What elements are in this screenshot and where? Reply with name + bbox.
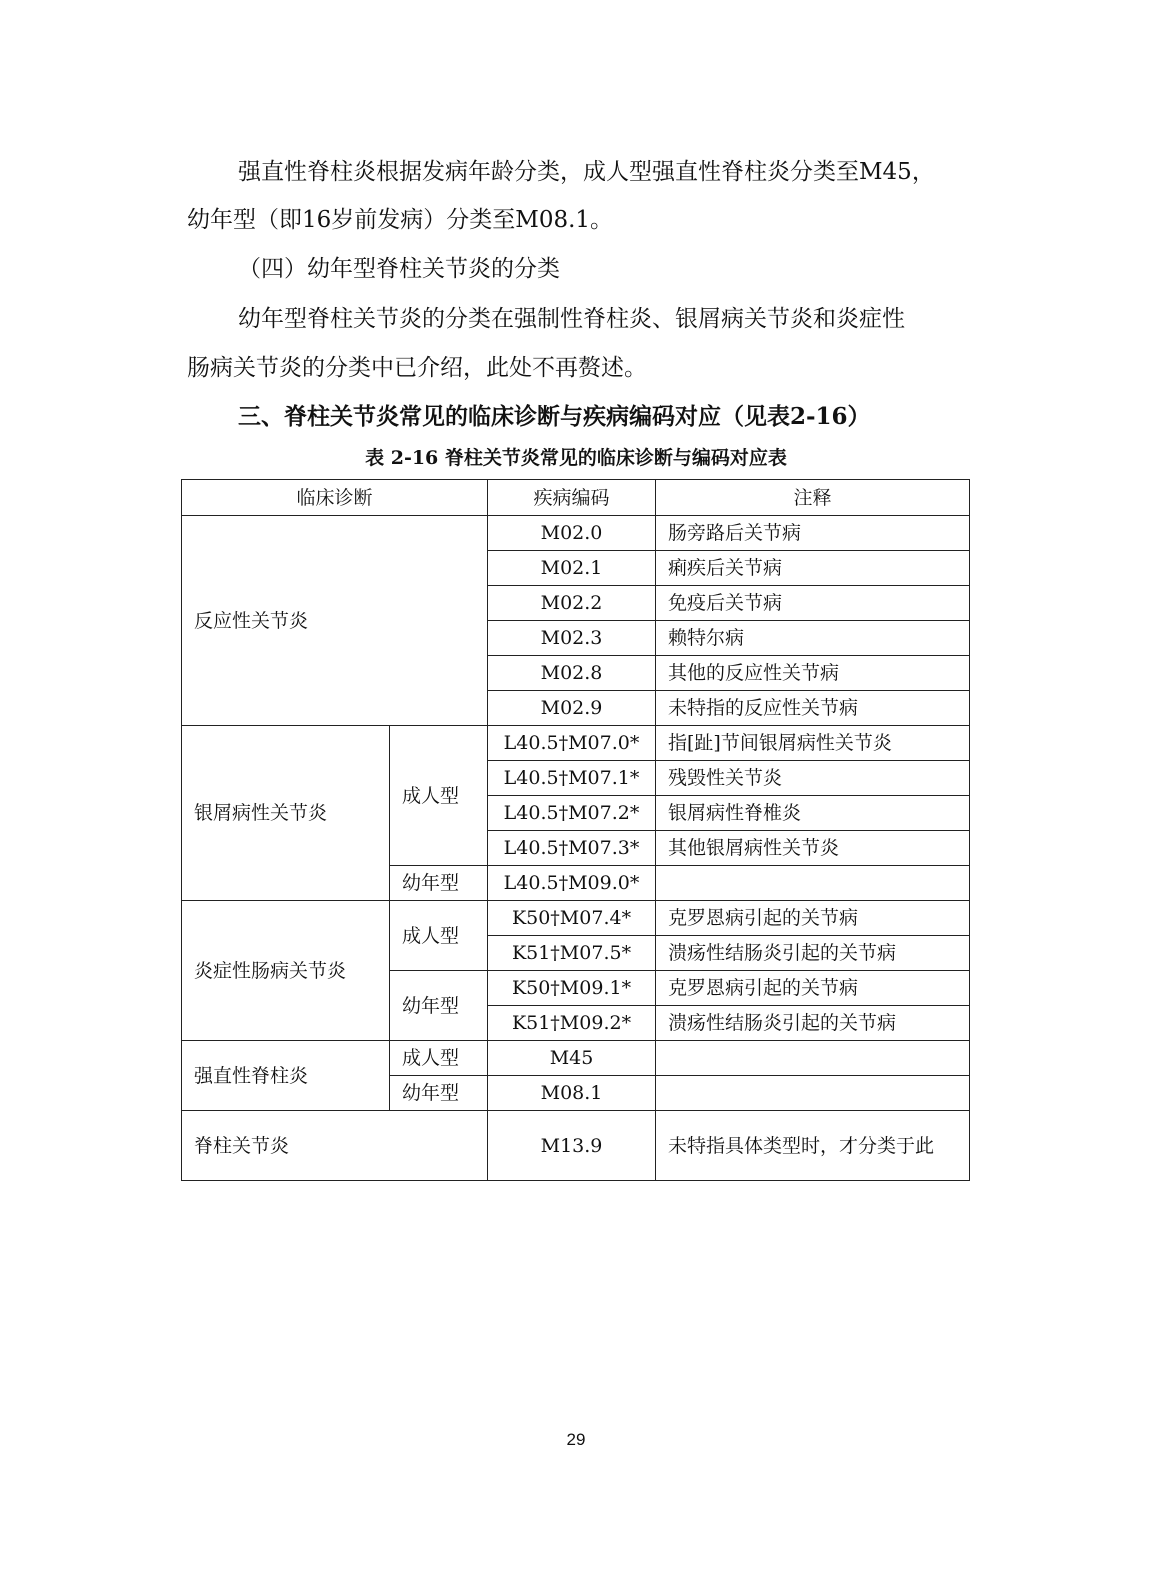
code-cell: M02.1 xyxy=(488,551,656,586)
note-cell: 克罗恩病引起的关节病 xyxy=(656,971,970,1006)
group-psoriatic-arthritis: 银屑病性关节炎 xyxy=(182,726,390,901)
code-cell: M02.9 xyxy=(488,691,656,726)
subtype-juvenile: 幼年型 xyxy=(390,866,488,901)
table-caption: 表 2-16 脊柱关节炎常见的临床诊断与编码对应表 xyxy=(365,447,787,469)
page-number: 29 xyxy=(566,1430,586,1449)
code-cell: L40.5†M07.0* xyxy=(488,726,656,761)
subheading: （四）幼年型脊柱关节炎的分类 xyxy=(238,256,560,282)
code-cell: K51†M09.2* xyxy=(488,1006,656,1041)
note-cell: 免疫后关节病 xyxy=(656,586,970,621)
group-ibd-arthritis: 炎症性肠病关节炎 xyxy=(182,901,390,1041)
note-cell: 指[趾]节间银屑病性关节炎 xyxy=(656,726,970,761)
code-cell: M02.2 xyxy=(488,586,656,621)
subtype-adult: 成人型 xyxy=(390,726,488,866)
diagnosis-code-table xyxy=(181,479,970,1181)
header-notes: 注释 xyxy=(656,480,970,516)
table-header-row xyxy=(182,480,970,516)
table-row xyxy=(182,1041,970,1076)
table-row xyxy=(182,1111,970,1181)
paragraph-2-line-1: 幼年型脊柱关节炎的分类在强制性脊柱炎、银屑病关节炎和炎症性 xyxy=(238,306,905,332)
code-cell: M45 xyxy=(488,1041,656,1076)
note-cell: 赖特尔病 xyxy=(656,621,970,656)
subtype-adult: 成人型 xyxy=(390,1041,488,1076)
note-cell: 残毁性关节炎 xyxy=(656,761,970,796)
code-cell: M02.8 xyxy=(488,656,656,691)
subtype-adult: 成人型 xyxy=(390,901,488,971)
note-cell xyxy=(656,1041,970,1076)
note-cell: 痢疾后关节病 xyxy=(656,551,970,586)
group-spondyloarthritis: 脊柱关节炎 xyxy=(182,1111,488,1181)
group-ankylosing-spondylitis: 强直性脊柱炎 xyxy=(182,1041,390,1111)
group-reactive-arthritis: 反应性关节炎 xyxy=(182,516,488,726)
note-cell: 未特指的反应性关节病 xyxy=(656,691,970,726)
code-cell: L40.5†M07.3* xyxy=(488,831,656,866)
header-clinical-diagnosis: 临床诊断 xyxy=(182,480,488,516)
note-cell xyxy=(656,866,970,901)
note-cell: 溃疡性结肠炎引起的关节病 xyxy=(656,936,970,971)
code-cell: L40.5†M07.1* xyxy=(488,761,656,796)
paragraph-1-line-1: 强直性脊柱炎根据发病年龄分类，成人型强直性脊柱炎分类至M45， xyxy=(238,159,935,185)
code-cell: M08.1 xyxy=(488,1076,656,1111)
code-cell: K50†M07.4* xyxy=(488,901,656,936)
subtype-juvenile: 幼年型 xyxy=(390,1076,488,1111)
section-heading: 三、脊柱关节炎常见的临床诊断与疾病编码对应（见表2-16） xyxy=(238,403,871,430)
code-cell: L40.5†M09.0* xyxy=(488,866,656,901)
code-cell: L40.5†M07.2* xyxy=(488,796,656,831)
code-cell: M13.9 xyxy=(488,1111,656,1181)
paragraph-1-line-2: 幼年型（即16岁前发病）分类至M08.1。 xyxy=(187,207,614,233)
table-row xyxy=(182,901,970,936)
note-cell: 银屑病性脊椎炎 xyxy=(656,796,970,831)
note-cell: 其他的反应性关节病 xyxy=(656,656,970,691)
code-cell: M02.3 xyxy=(488,621,656,656)
note-cell: 未特指具体类型时，才分类于此 xyxy=(656,1111,970,1181)
code-cell: K51†M07.5* xyxy=(488,936,656,971)
header-disease-code: 疾病编码 xyxy=(488,480,656,516)
note-cell xyxy=(656,1076,970,1111)
note-cell: 其他银屑病性关节炎 xyxy=(656,831,970,866)
note-cell: 肠旁路后关节病 xyxy=(656,516,970,551)
paragraph-2-line-2: 肠病关节炎的分类中已介绍，此处不再赘述。 xyxy=(187,355,647,381)
table-row xyxy=(182,516,970,551)
table-row xyxy=(182,726,970,761)
note-cell: 克罗恩病引起的关节病 xyxy=(656,901,970,936)
code-cell: M02.0 xyxy=(488,516,656,551)
code-cell: K50†M09.1* xyxy=(488,971,656,1006)
subtype-juvenile: 幼年型 xyxy=(390,971,488,1041)
note-cell: 溃疡性结肠炎引起的关节病 xyxy=(656,1006,970,1041)
